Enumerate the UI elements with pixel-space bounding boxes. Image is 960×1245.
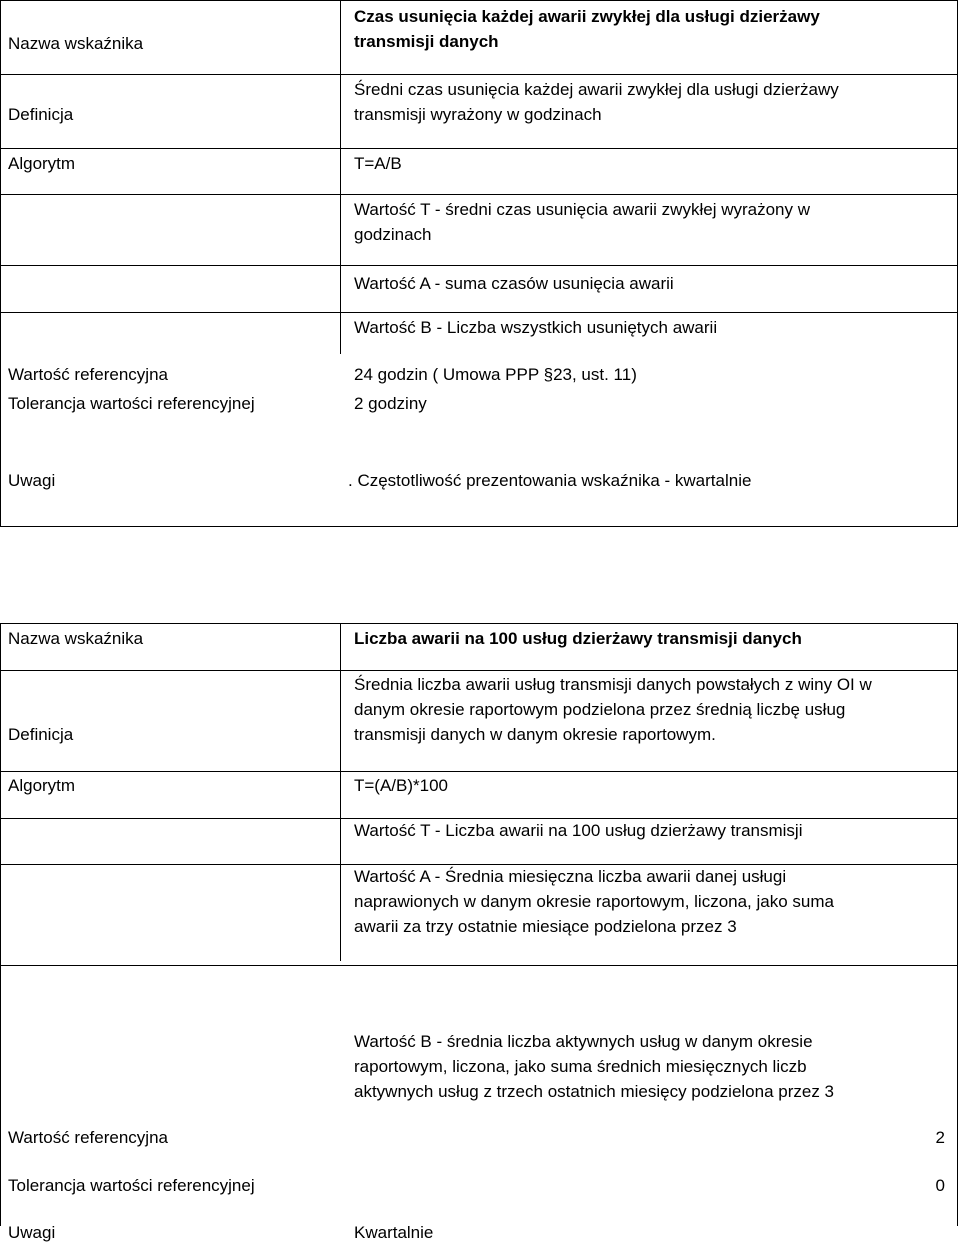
row-algorithm xyxy=(0,771,957,818)
name-value-line1: Czas usunięcia każdej awarii zwykłej dla usługi dzierżawy xyxy=(354,7,820,26)
value-b-line3: aktywnych usług z trzech ostatnich miesięcy podzielona przez 3 xyxy=(354,1082,835,1101)
row-name xyxy=(0,0,957,74)
indicator-table-2 xyxy=(0,623,958,1242)
algorithm-formula: T=(A/B)*100 xyxy=(354,776,449,795)
definition-line2: danym okresie raportowym podzielona przez średnią liczbę usług xyxy=(354,700,846,719)
notes-value: . Częstotliwość prezentowania wskaźnika - kwartalnie xyxy=(348,471,752,490)
value-b: Wartość B - Liczba wszystkich usuniętych awarii xyxy=(354,318,718,337)
reference-value: 24 godzin ( Umowa PPP §23, ust. 11) xyxy=(354,365,637,384)
definition-line3: transmisji danych w danym okresie raportowym. xyxy=(354,725,716,744)
value-a-line3: awarii za trzy ostatnie miesiące podzielona przez 3 xyxy=(354,917,737,936)
notes-label: Uwagi xyxy=(8,471,56,490)
row-algorithm xyxy=(0,148,957,194)
tolerance-value: 2 godziny xyxy=(354,394,427,413)
value-a: Wartość A - suma czasów usunięcia awarii xyxy=(354,274,674,293)
row-name xyxy=(0,623,957,670)
row-value-t xyxy=(0,194,957,265)
value-t-line2: godzinach xyxy=(354,225,432,244)
definition-line2: transmisji wyrażony w godzinach xyxy=(354,105,602,124)
value-a-line1: Wartość A - Średnia miesięczna liczba awarii danej usługi xyxy=(354,867,787,886)
algorithm-label: Algorytm xyxy=(8,776,76,795)
reference-label: Wartość referencyjna xyxy=(8,1128,168,1147)
row-notes xyxy=(0,441,957,513)
row-value-a xyxy=(0,864,957,965)
row-definition xyxy=(0,74,957,148)
row-value-a xyxy=(0,265,957,312)
name-value: Liczba awarii na 100 usług dzierżawy transmisji danych xyxy=(354,629,802,648)
name-label: Nazwa wskaźnika xyxy=(8,34,144,53)
name-label: Nazwa wskaźnika xyxy=(8,629,144,648)
indicator-table-1 xyxy=(0,0,958,527)
value-t-line1: Wartość T - średni czas usunięcia awarii zwykłej wyrażony w xyxy=(354,200,810,219)
definition-label: Definicja xyxy=(8,105,74,124)
definition-line1: Średni czas usunięcia każdej awarii zwykłej dla usługi dzierżawy xyxy=(354,80,839,99)
row-value-t xyxy=(0,818,957,864)
name-value-line2: transmisji danych xyxy=(354,32,499,51)
tolerance-label: Tolerancja wartości referencyjnej xyxy=(8,394,255,413)
algorithm-label: Algorytm xyxy=(8,154,76,173)
row-value-b xyxy=(0,965,957,1242)
value-b-line2: raportowym, liczona, jako suma średnich miesięcznych liczb xyxy=(354,1057,807,1076)
tolerance-value: 0 xyxy=(935,1176,945,1195)
definition-line1: Średnia liczba awarii usług transmisji danych powstałych z winy OI w xyxy=(354,675,872,694)
row-definition xyxy=(0,670,957,771)
value-a-line2: naprawionych w danym okresie raportowym, liczona, jako suma xyxy=(354,892,834,911)
algorithm-formula: T=A/B xyxy=(354,154,402,173)
tolerance-label: Tolerancja wartości referencyjnej xyxy=(8,1176,255,1195)
row-tolerance xyxy=(0,389,957,441)
definition-label: Definicja xyxy=(8,725,74,744)
row-value-b xyxy=(0,312,957,358)
notes-value: Kwartalnie xyxy=(354,1223,434,1242)
reference-value: 2 xyxy=(935,1128,945,1147)
notes-label: Uwagi xyxy=(8,1223,56,1242)
row-reference xyxy=(0,358,957,389)
value-t: Wartość T - Liczba awarii na 100 usług dzierżawy transmisji xyxy=(354,821,803,840)
value-b-line1: Wartość B - średnia liczba aktywnych usług w danym okresie xyxy=(354,1032,813,1051)
reference-label: Wartość referencyjna xyxy=(8,365,168,384)
